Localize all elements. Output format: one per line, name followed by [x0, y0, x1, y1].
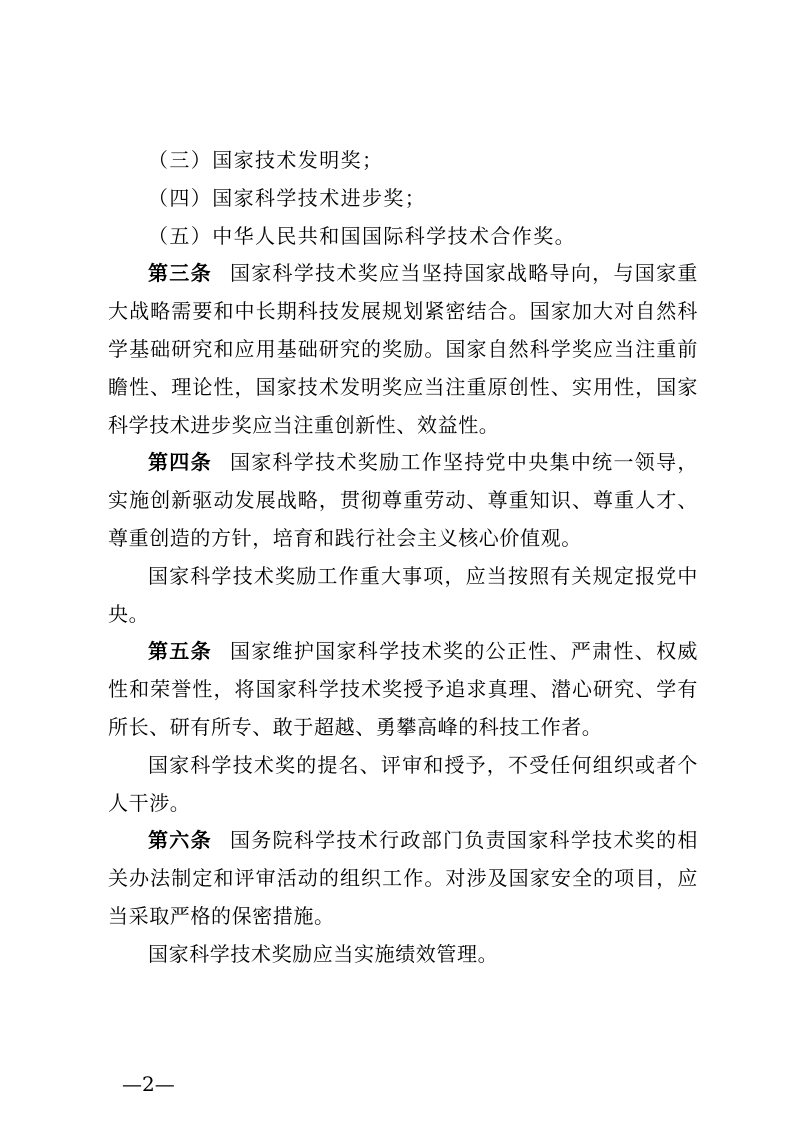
article-6-paragraph-2	[108, 936, 698, 974]
article-heading: 第三条	[148, 261, 212, 286]
paragraph-text: 国家科学技术奖的提名、评审和授予，不受任何组织或者个人干涉。	[108, 752, 698, 815]
article-5-paragraph-2	[108, 747, 698, 823]
article-text: 国家维护国家科学技术奖的公正性、严肃性、权威性和荣誉性，将国家科学技术奖授予追求真理、潜心研究、学有所长、研有所专、敢于超越、勇攀高峰的科技工作者。	[108, 639, 698, 739]
page-number: —2—	[122, 1072, 175, 1096]
paragraph-item-4	[108, 180, 698, 218]
paragraph-text: 国家科学技术奖励工作重大事项，应当按照有关规定报党中央。	[108, 563, 698, 626]
paragraph-text: （五）中华人民共和国国际科学技术合作奖。	[148, 223, 576, 248]
article-4	[108, 444, 698, 557]
paragraph-text: （三）国家技术发明奖；	[148, 148, 384, 172]
article-heading: 第四条	[148, 450, 212, 475]
article-text: 国家科学技术奖应当坚持国家战略导向，与国家重大战略需要和中长期科技发展规划紧密结合。国家加大对自然科学基础研究和应用基础研究的奖励。国家自然科学奖应当注重前瞻性、理论性，国家技术发明奖应当注重原创性、实用性，国家科学技术进步奖应当注重创新性、效益性。	[108, 261, 698, 437]
article-3	[108, 255, 698, 444]
paragraph-text: （四）国家科学技术进步奖；	[148, 185, 427, 210]
article-5	[108, 633, 698, 746]
article-4-paragraph-2	[108, 558, 698, 634]
paragraph-text: 国家科学技术奖励应当实施绩效管理。	[148, 941, 499, 966]
article-text: 国家科学技术奖励工作坚持党中央集中统一领导，实施创新驱动发展战略，贯彻尊重劳动、尊重知识、尊重人才、尊重创造的方针，培育和践行社会主义核心价值观。	[108, 450, 698, 550]
paragraph-item-3	[108, 142, 698, 180]
paragraph-item-5	[108, 218, 698, 256]
document-body	[108, 142, 698, 974]
article-heading: 第五条	[148, 639, 212, 664]
article-heading: 第六条	[148, 828, 212, 853]
article-6	[108, 822, 698, 935]
article-text: 国务院科学技术行政部门负责国家科学技术奖的相关办法制定和评审活动的组织工作。对涉及国家安全的项目，应当采取严格的保密措施。	[108, 828, 698, 928]
